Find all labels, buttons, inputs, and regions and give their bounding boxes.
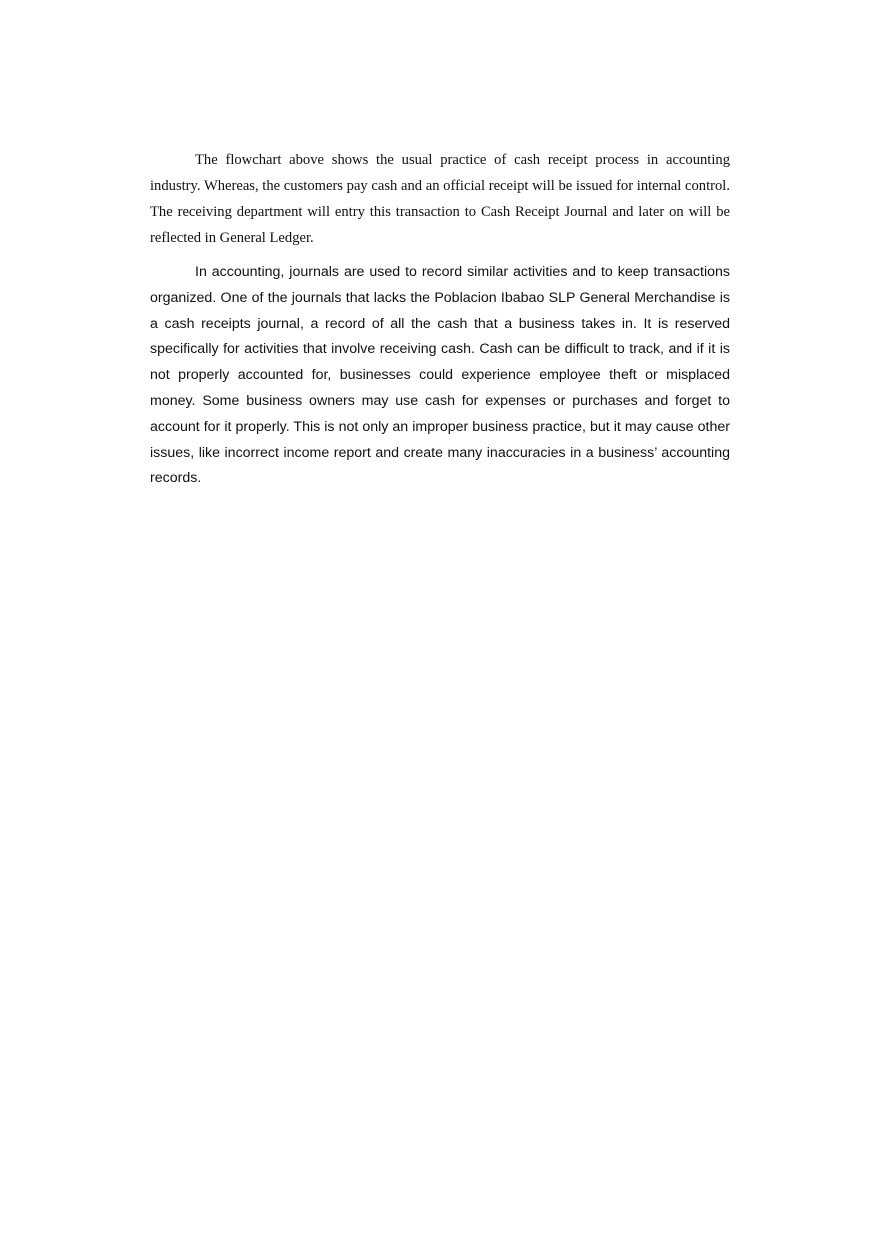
document-page xyxy=(150,147,730,492)
paragraph-flowchart-description: The flowchart above shows the usual practice of cash receipt process in accounting industry. Whereas, the customers pay cash and an official receipt will be issued for internal control. The receiving department will entry this transaction to Cash Receipt Journal and later on will be reflected in General Ledger. xyxy=(150,152,730,246)
paragraph-cash-receipts-journal: In accounting, journals are used to record similar activities and to keep transactions organized. One of the journals that lacks the Poblacion Ibabao SLP General Merchandise is a cash receipts journal, a record of all the cash that a business takes in. It is reserved specifically for activities that involve receiving cash. Cash can be difficult to track, and if it is not properly accounted for, businesses could experience employee theft or misplaced money. Some business owners may use cash for expenses or purchases and forget to account for it properly. This is not only an improper business practice, but it may cause other issues, like incorrect income report and create many inaccuracies in a business’ accounting records. xyxy=(150,264,730,487)
